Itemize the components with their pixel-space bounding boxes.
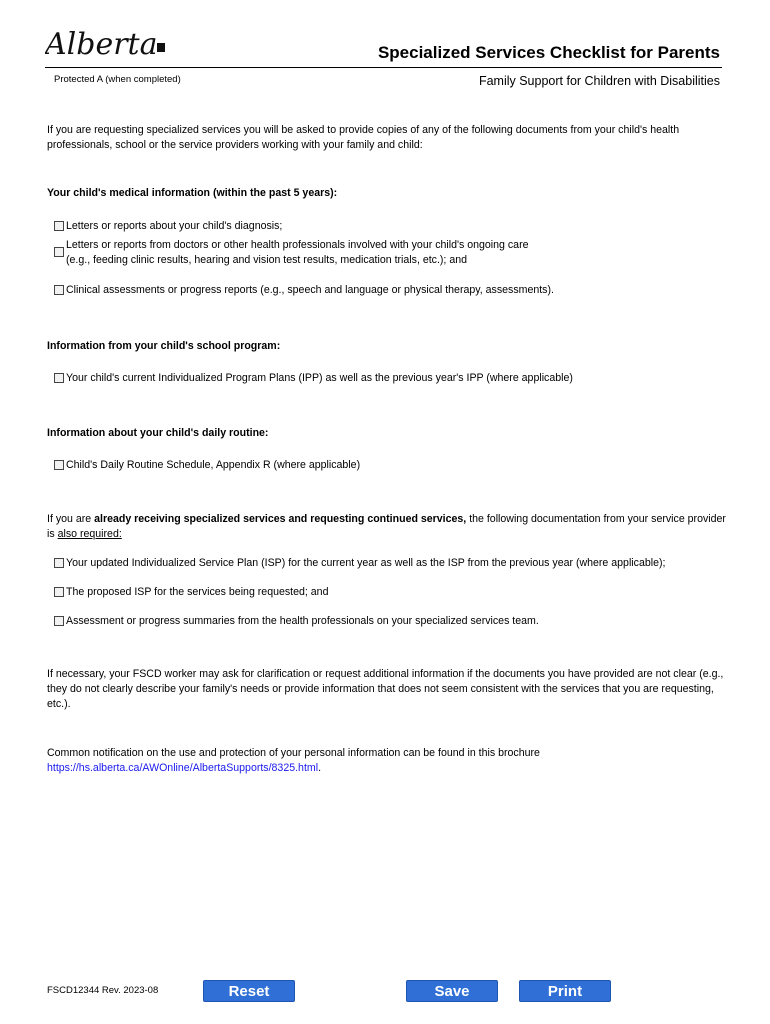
- checkbox[interactable]: [54, 285, 64, 295]
- privacy-paragraph: Common notification on the use and protection of your personal information can be found in this brochure https://hs.alberta.ca/AWOnline/AlbertaSupports/8325.html.: [47, 747, 540, 774]
- checklist-item: [54, 238, 529, 268]
- program-subtitle: Family Support for Children with Disabilities: [478, 74, 720, 88]
- checklist-item-label: Letters or reports about your child's diagnosis;: [66, 220, 283, 232]
- protected-label: Protected A (when completed): [54, 74, 181, 85]
- page-title: Specialized Services Checklist for Parents: [377, 43, 720, 62]
- continued-services-paragraph: If you are already receiving specialized services and requesting continued services, the following documentation from your service provider is also required:: [47, 513, 726, 540]
- checklist-item: [54, 219, 282, 234]
- checklist-item-label: The proposed ISP for the services being requested; and: [66, 586, 329, 598]
- form-id: FSCD12344 Rev. 2023-08: [47, 985, 159, 996]
- checklist-item: [54, 371, 573, 386]
- checklist-item-label: Your child's current Individualized Program Plans (IPP) as well as the previous year's IPP (where applicable): [66, 372, 573, 384]
- checklist-item-label: Clinical assessments or progress reports (e.g., speech and language or physical therapy, assessments).: [66, 284, 554, 296]
- checklist-item: [54, 458, 360, 473]
- checklist-item: [54, 585, 328, 600]
- reset-button[interactable]: Reset: [203, 980, 295, 1002]
- checklist-item-label: Child's Daily Routine Schedule, Appendix R (where applicable): [66, 459, 361, 471]
- checklist-item: [54, 556, 665, 571]
- save-button[interactable]: Save: [406, 980, 498, 1002]
- brochure-link[interactable]: https://hs.alberta.ca/AWOnline/AlbertaSupports/8325.html: [47, 762, 319, 774]
- checkbox[interactable]: [54, 373, 64, 383]
- checkbox[interactable]: [54, 460, 64, 470]
- checkbox[interactable]: [54, 247, 64, 257]
- school-heading: Information from your child's school program:: [47, 340, 281, 352]
- checkbox[interactable]: [54, 587, 64, 597]
- checkbox[interactable]: [54, 616, 64, 626]
- print-button[interactable]: Print: [519, 980, 611, 1002]
- checklist-item: [54, 283, 554, 298]
- routine-heading: Information about your child's daily routine:: [47, 427, 269, 439]
- checklist-item-label: Your updated Individualized Service Plan (ISP) for the current year as well as the ISP from the previous year (where applicable);: [66, 557, 666, 569]
- checkbox[interactable]: [54, 221, 64, 231]
- medical-heading: Your child's medical information (within the past 5 years):: [47, 187, 338, 199]
- checkbox[interactable]: [54, 558, 64, 568]
- checklist-item-label: Assessment or progress summaries from the health professionals on your specialized services team.: [66, 615, 539, 627]
- checklist-item: [54, 614, 539, 629]
- clarification-paragraph: If necessary, your FSCD worker may ask for clarification or request additional information if the documents you have provided are not clear (e.g., they do not clearly describe your family's needs or provide information that does not seem consistent with the services that you are requesting, etc.).: [47, 668, 724, 710]
- intro-paragraph: If you are requesting specialized services you will be asked to provide copies of any of the following documents from your child's health professionals, school or the service providers working with your family and child:: [47, 124, 680, 151]
- alberta-logo: [45, 24, 170, 64]
- header-divider: [45, 67, 722, 68]
- alberta-wordmark: Alberta: [45, 27, 158, 62]
- checklist-item-label: Letters or reports from doctors or other health professionals involved with your child's ongoing care (e.g., feeding clinic results, hearing and vision test results, medication trials, etc.); and: [66, 239, 529, 266]
